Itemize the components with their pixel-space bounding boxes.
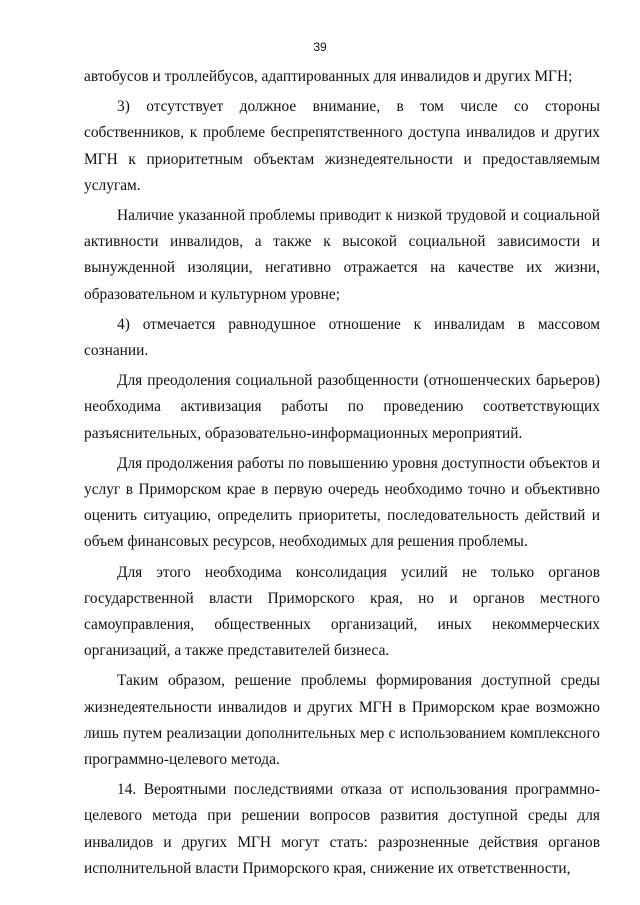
paragraph-2: 3) отсутствует должное внимание, в том числе со стороны собственников, к проблеме беспрепятственного доступа инвалидов и других МГН к приоритетным объектам жизнедеятельности и предоставляемым услугам. — [84, 98, 600, 194]
page-number: 39 — [313, 40, 327, 54]
paragraph-9: 14. Вероятными последствиями отказа от использования программно-целевого метода при решении вопросов развития доступной среды для инвалидов и других МГН могут стать: разрозненные действия органов исполнительной власти Приморского края, снижение их ответственности, — [84, 781, 600, 877]
paragraph-3: Наличие указанной проблемы приводит к низкой трудовой и социальной активности инвалидов, а также к высокой социальной зависимости и вынужденной изоляции, негативно отражается на качестве их жизни, образовательном и культурном уровне; — [84, 207, 600, 303]
paragraph-4: 4) отмечается равнодушное отношение к инвалидам в массовом сознании. — [84, 315, 600, 360]
paragraph-6: Для продолжения работы по повышению уровня доступности объектов и услуг в Приморском крае в первую очередь необходимо точно и объективно оценить ситуацию, определить приоритеты, последовательность действий и объем финансовых ресурсов, необходимых для решения проблемы. — [84, 454, 600, 551]
document-body — [84, 64, 600, 882]
paragraph-1: автобусов и троллейбусов, адаптированных для инвалидов и других МГН; — [84, 68, 573, 85]
paragraph-8: Таким образом, решение проблемы формирования доступной среды жизнедеятельности инвалидов и других МГН в Приморском крае возможно лишь путем реализации дополнительных мер с использованием комплексного программно-целевого метода. — [84, 672, 600, 769]
paragraph-7: Для этого необходима консолидация усилий не только органов государственной власти Приморского края, но и органов местного самоуправления, общественных организаций, иных некоммерческих организаций, а также представителей бизнеса. — [84, 563, 600, 660]
paragraph-5: Для преодоления социальной разобщенности (отношенческих барьеров) необходима активизация работы по проведению соответствующих разъяснительных, образовательно-информационных мероприятий. — [84, 372, 600, 442]
